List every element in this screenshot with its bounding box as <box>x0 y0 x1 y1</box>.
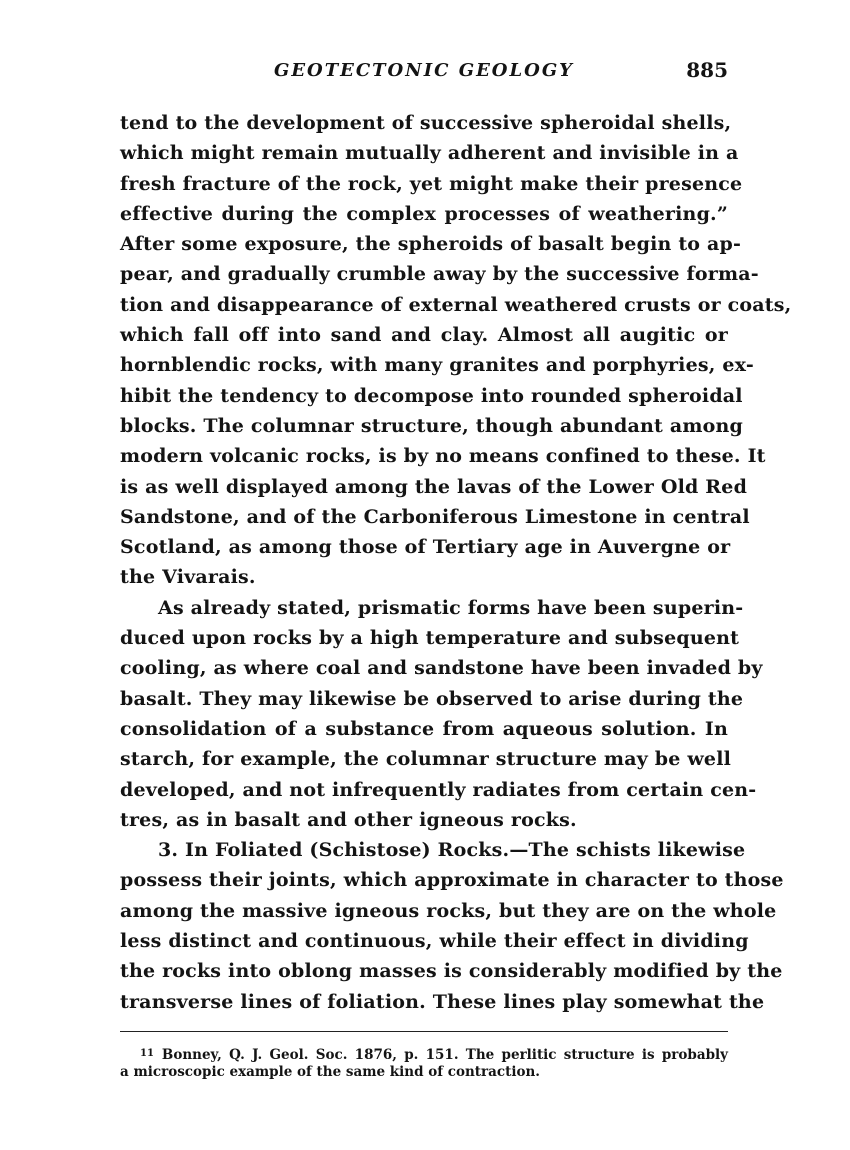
text-line: tion and disappearance of external weathered crusts or coats, <box>120 293 792 316</box>
text-line: tend to the development of successive spheroidal shells, <box>120 112 732 134</box>
text-line: transverse lines of foliation. These lines play somewhat the <box>120 990 765 1013</box>
text-line: 3. In Foliated (Schistose) Rocks.—The schists likewise <box>158 839 746 862</box>
text-line: blocks. The columnar structure, though abundant among <box>120 414 744 437</box>
text-line: among the massive igneous rocks, but they are on the whole <box>120 899 777 922</box>
body-text <box>120 108 792 1017</box>
text-line: pear, and gradually crumble away by the successive forma- <box>120 263 759 286</box>
footnote-line: a microscopic example of the same kind of contraction. <box>120 1064 540 1080</box>
text-line: As already stated, prismatic forms have been superin- <box>158 596 744 619</box>
text-line: the rocks into oblong masses is considerably modified by the <box>120 960 783 983</box>
text-line: cooling, as where coal and sandstone have been invaded by <box>120 657 763 680</box>
footnote-divider <box>120 1031 728 1032</box>
text-line: consolidation of a substance from aqueous solution. In <box>120 717 728 740</box>
text-line: starch, for example, the columnar structure may be well <box>120 748 732 771</box>
text-line: After some exposure, the spheroids of basalt begin to ap- <box>120 233 742 256</box>
text-line: which fall off into sand and clay. Almost all augitic or <box>120 324 728 347</box>
text-line: Scotland, as among those of Tertiary age in Auvergne or <box>120 536 731 559</box>
text-line: basalt. They may likewise be observed to arise during the <box>120 687 744 710</box>
text-line: modern volcanic rocks, is by no means confined to these. It <box>120 445 766 468</box>
text-line: is as well displayed among the lavas of the Lower Old Red <box>120 475 748 498</box>
footnote-mark: 11 <box>140 1048 154 1059</box>
text-line: hibit the tendency to decompose into rounded spheroidal <box>120 384 743 407</box>
text-line: possess their joints, which approximate in character to those <box>120 869 784 892</box>
text-line: hornblendic rocks, with many granites and porphyries, ex- <box>120 354 754 377</box>
text-line: developed, and not infrequently radiates from certain cen- <box>120 778 757 801</box>
footnotes <box>120 1044 728 1082</box>
footnote-line <box>120 1044 728 1063</box>
page-number: 885 <box>686 58 728 82</box>
text-line: tres, as in basalt and other igneous rocks. <box>120 808 577 831</box>
running-title: GEOTECTONIC GEOLOGY <box>273 60 575 81</box>
text-line: duced upon rocks by a high temperature and subsequent <box>120 627 740 650</box>
text-line: less distinct and continuous, while their effect in dividing <box>120 930 749 953</box>
text-line: fresh fracture of the rock, yet might make their presence <box>120 172 743 195</box>
running-head <box>120 60 728 90</box>
footnote-text: Bonney, Q. J. Geol. Soc. 1876, p. 151. The perlitic structure is probably <box>161 1047 728 1063</box>
text-line: the Vivarais. <box>120 566 256 589</box>
text-line: effective during the complex processes of weathering.” <box>120 202 728 225</box>
text-line: which might remain mutually adherent and invisible in a <box>120 142 739 165</box>
text-line: Sandstone, and of the Carboniferous Limestone in central <box>120 505 750 528</box>
